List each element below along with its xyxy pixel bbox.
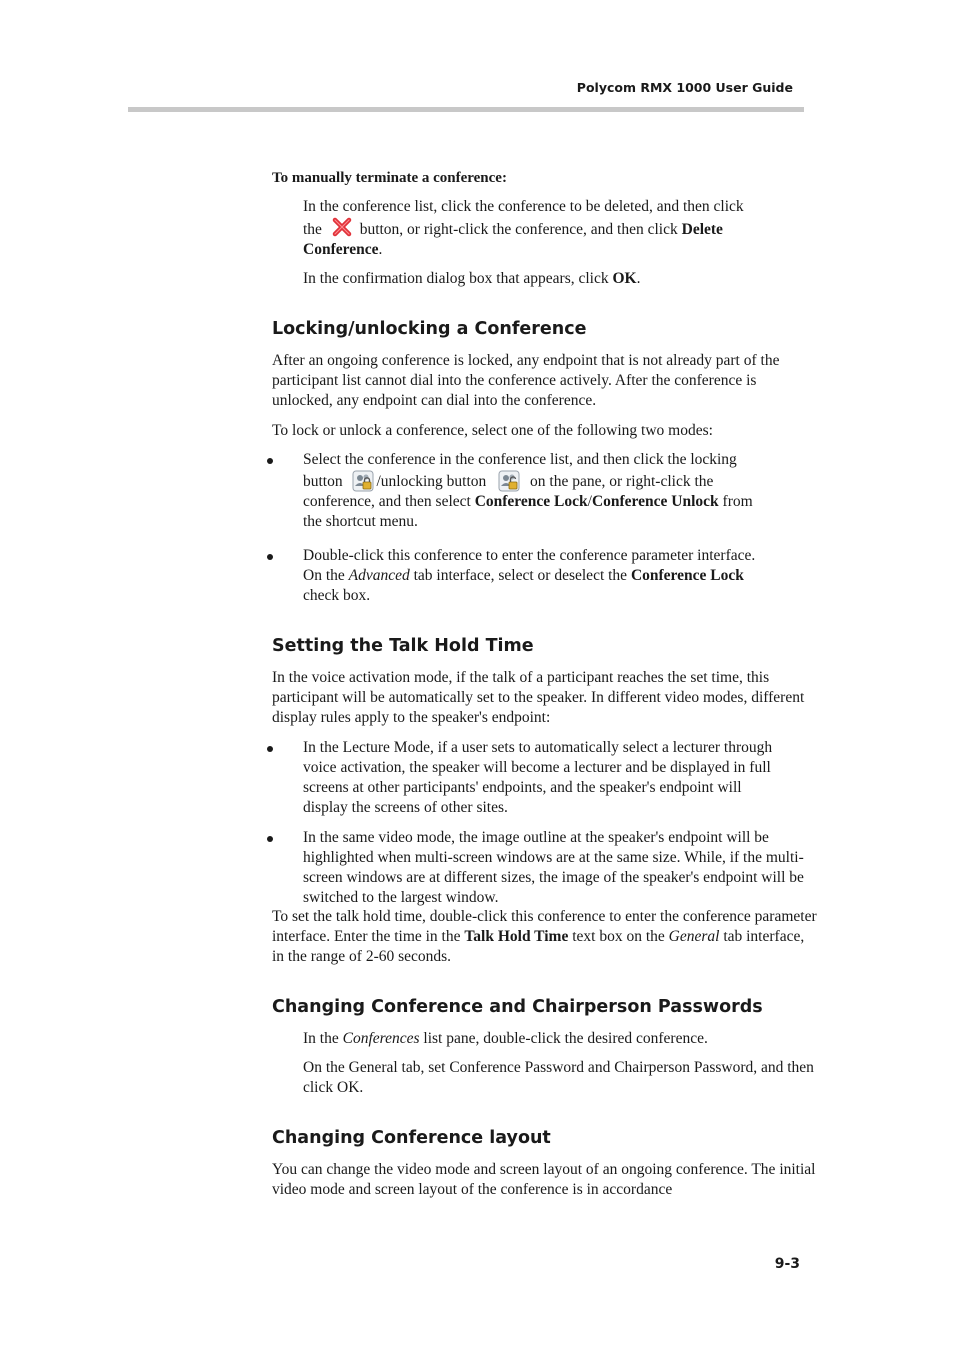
bullet-icon <box>267 554 273 560</box>
text: button <box>303 473 343 490</box>
locking-bullet-1 <box>303 450 833 532</box>
bold-term: Conference Lock <box>474 493 588 510</box>
talk-hold-paragraph-2 <box>272 907 820 967</box>
bold-term: Delete <box>681 221 723 238</box>
running-header-title: Polycom RMX 1000 User Guide <box>576 80 793 95</box>
locking-paragraph-2: To lock or unlock a conference, select one of the following two modes: <box>272 422 713 439</box>
text: tab interface, in the range of 2-60 seconds. <box>272 928 805 965</box>
text: / <box>587 493 592 510</box>
talk-hold-bullet-2: In the same video mode, the image outline at the speaker's endpoint will be highlighted when multi-screen windows are at the same size. While, if the multi-screen windows are at different sizes, the image of the speaker's endpoint will be switched to the largest window. <box>303 829 804 906</box>
bullet-icon <box>267 458 273 464</box>
bold-term: Conference Lock <box>630 567 744 584</box>
text: check box. <box>303 587 371 604</box>
text: . <box>636 270 641 287</box>
text: In the <box>303 1030 339 1047</box>
talk-hold-bullet-1: In the Lecture Mode, if a user sets to automatically select a lecturer through voice activation, the speaker will become a lecturer and be displayed in full screens at other participants' endpoints, and the speaker's endpoint will display the screens of other sites. <box>303 739 773 816</box>
text: button, or right-click the conference, and then click <box>359 221 678 238</box>
terminate-step-1 <box>303 197 833 260</box>
text: In the confirmation dialog box that appears, click <box>303 270 609 287</box>
section-heading-passwords: Changing Conference and Chairperson Passwords <box>272 997 763 1017</box>
section-heading-layout: Changing Conference layout <box>272 1128 551 1148</box>
bold-term: Conference <box>303 241 379 258</box>
terminate-step-2 <box>303 269 833 289</box>
text: Double-click this conference to enter the conference parameter interface. <box>303 547 756 564</box>
text: on the pane, or right-click the <box>530 473 714 490</box>
text: tab interface, select or deselect the <box>413 567 628 584</box>
text: text box on the <box>572 928 665 945</box>
text: In the conference list, click the conference to be deleted, and then click <box>303 198 744 215</box>
bold-term: Talk Hold Time <box>464 928 569 945</box>
italic-term: Conferences <box>342 1030 420 1047</box>
passwords-step-1 <box>303 1029 833 1049</box>
lock-conference-icon <box>352 470 374 492</box>
locking-bullet-2 <box>303 546 833 606</box>
italic-term: Advanced <box>348 567 410 584</box>
section-heading-locking: Locking/unlocking a Conference <box>272 319 587 339</box>
text: the shortcut menu. <box>303 513 418 530</box>
passwords-step-2: On the General tab, set Conference Password and Chairperson Password, and then click OK. <box>303 1059 814 1096</box>
text: To set the talk hold time, double-click this conference to enter the conference parameter interface. Enter the time in the <box>272 908 817 945</box>
text: Select the conference in the conference list, and then click the locking <box>303 451 737 468</box>
text: On the <box>303 567 345 584</box>
procedure-heading-terminate: To manually terminate a conference: <box>272 170 507 186</box>
text: list pane, double-click the desired conference. <box>423 1030 708 1047</box>
text: . <box>378 241 383 258</box>
locking-paragraph-1: After an ongoing conference is locked, any endpoint that is not already part of the participant list cannot dial into the conference actively. After the conference is unlocked, any endpoint can dial into the conference. <box>272 352 780 409</box>
text: from <box>722 493 753 510</box>
bold-term: Conference Unlock <box>591 493 719 510</box>
text: /unlocking button <box>376 473 487 490</box>
section-heading-talk-hold: Setting the Talk Hold Time <box>272 636 534 656</box>
talk-hold-paragraph-1: In the voice activation mode, if the talk of a participant reaches the set time, this participant will be automatically set to the speaker. In different video modes, different display rules apply to the speaker's endpoint: <box>272 669 805 726</box>
bullet-icon <box>267 746 273 752</box>
unlock-conference-icon <box>498 470 520 492</box>
text: conference, and then select <box>303 493 471 510</box>
page-number: 9-3 <box>774 1256 800 1272</box>
layout-paragraph-1: You can change the video mode and screen layout of an ongoing conference. The initial video mode and screen layout of the conference is in accordance <box>272 1161 816 1198</box>
italic-term: General <box>668 928 720 945</box>
text: the <box>303 221 322 238</box>
delete-x-icon <box>332 217 352 237</box>
bold-term: OK <box>612 270 637 287</box>
header-rule <box>128 107 804 112</box>
bullet-icon <box>267 836 273 842</box>
